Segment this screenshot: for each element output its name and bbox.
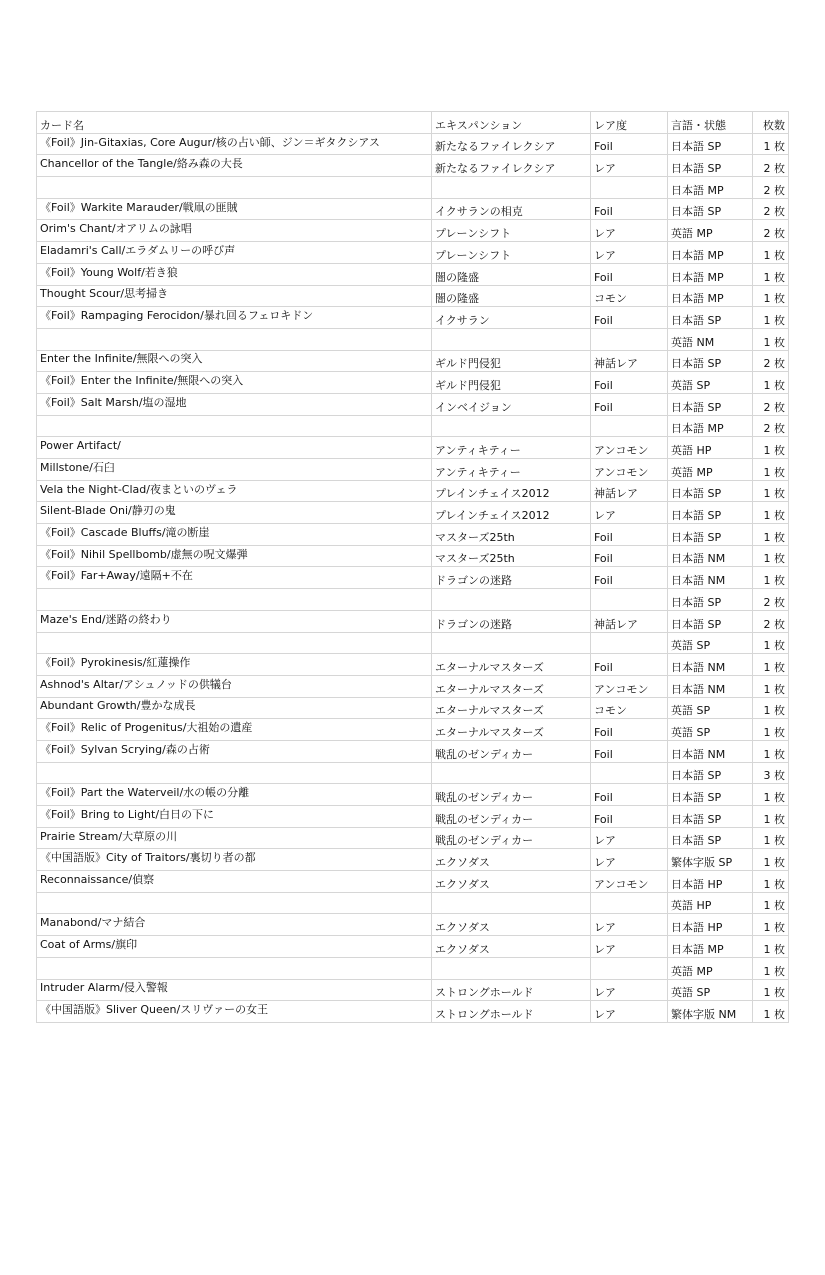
cell-rarity: レア [591, 849, 668, 871]
cell-card-name [37, 979, 432, 1001]
card-name-text: Chancellor of the Tangle/絡み森の大長 [40, 157, 243, 171]
card-name-text: 《Foil》Salt Marsh/塩の湿地 [40, 395, 187, 409]
table-row [37, 632, 789, 654]
card-name-text: 《Foil》Sylvan Scrying/森の占術 [40, 742, 210, 756]
table-row [37, 480, 789, 502]
cell-language-condition: 日本語 SP [668, 198, 753, 220]
card-name-text: Manabond/マナ結合 [40, 916, 146, 930]
cell-expansion: イクサランの相克 [432, 198, 591, 220]
table-row [37, 914, 789, 936]
cell-rarity: 神話レア [591, 610, 668, 632]
table-row [37, 719, 789, 741]
cell-rarity: レア [591, 1001, 668, 1023]
cell-language-condition: 日本語 HP [668, 871, 753, 893]
table-row [37, 220, 789, 242]
cell-expansion: インベイジョン [432, 393, 591, 415]
card-name-text: Power Artifact/ [40, 439, 121, 453]
table-row [37, 415, 789, 437]
cell-language-condition: 日本語 MP [668, 936, 753, 958]
cell-quantity: 1 枚 [753, 437, 789, 459]
card-name-text: 《Foil》Enter the Infinite/無限への突入 [40, 374, 244, 388]
cell-card-name [37, 242, 432, 264]
cell-card-name [37, 914, 432, 936]
cell-rarity: Foil [591, 545, 668, 567]
cell-expansion: 闇の隆盛 [432, 263, 591, 285]
table-row [37, 740, 789, 762]
cell-language-condition: 日本語 SP [668, 806, 753, 828]
card-name-text: 《Foil》Cascade Bluffs/滝の断崖 [40, 525, 210, 539]
table-row [37, 697, 789, 719]
table-row [37, 957, 789, 979]
cell-rarity [591, 328, 668, 350]
table-row [37, 871, 789, 893]
cell-language-condition: 日本語 SP [668, 827, 753, 849]
cell-quantity: 1 枚 [753, 697, 789, 719]
cell-card-name [37, 806, 432, 828]
cell-language-condition: 日本語 MP [668, 263, 753, 285]
cell-rarity: アンコモン [591, 871, 668, 893]
cell-card-name [37, 697, 432, 719]
cell-expansion: エクソダス [432, 849, 591, 871]
cell-rarity [591, 762, 668, 784]
card-name-text: 《Foil》Nihil Spellbomb/虚無の呪文爆弾 [40, 547, 248, 561]
card-name-text: Vela the Night-Clad/夜まといのヴェラ [40, 482, 238, 496]
cell-card-name [37, 437, 432, 459]
table-row [37, 285, 789, 307]
cell-expansion [432, 632, 591, 654]
cell-expansion [432, 762, 591, 784]
card-name-text: 《Foil》Pyrokinesis/紅蓮操作 [40, 656, 191, 670]
cell-quantity: 1 枚 [753, 914, 789, 936]
cell-rarity [591, 957, 668, 979]
cell-expansion: エクソダス [432, 871, 591, 893]
header-expansion: エキスパンション [432, 112, 591, 134]
cell-quantity: 1 枚 [753, 849, 789, 871]
cell-rarity [591, 177, 668, 199]
header-card-name: カード名 [37, 112, 432, 134]
card-name-text: Prairie Stream/大草原の川 [40, 829, 178, 843]
table-row [37, 393, 789, 415]
cell-expansion: プレインチェイス2012 [432, 480, 591, 502]
cell-expansion: ドラゴンの迷路 [432, 610, 591, 632]
header-quantity: 枚数 [753, 112, 789, 134]
cell-quantity: 1 枚 [753, 806, 789, 828]
cell-card-name [37, 610, 432, 632]
cell-card-name [37, 133, 432, 155]
cell-language-condition: 繁体字版 NM [668, 1001, 753, 1023]
cell-language-condition: 日本語 NM [668, 675, 753, 697]
cell-expansion: ドラゴンの迷路 [432, 567, 591, 589]
cell-expansion: 闇の隆盛 [432, 285, 591, 307]
cell-card-name [37, 328, 432, 350]
cell-language-condition: 日本語 SP [668, 393, 753, 415]
cell-card-name [37, 675, 432, 697]
cell-language-condition: 英語 HP [668, 437, 753, 459]
cell-language-condition: 日本語 MP [668, 177, 753, 199]
cell-language-condition: 英語 SP [668, 632, 753, 654]
cell-rarity: Foil [591, 198, 668, 220]
table-row [37, 762, 789, 784]
cell-card-name [37, 155, 432, 177]
cell-expansion: プレインチェイス2012 [432, 502, 591, 524]
cell-quantity: 1 枚 [753, 567, 789, 589]
table-row [37, 307, 789, 329]
cell-language-condition: 日本語 MP [668, 415, 753, 437]
cell-card-name [37, 784, 432, 806]
table-row [37, 459, 789, 481]
cell-language-condition: 英語 SP [668, 979, 753, 1001]
table-row [37, 567, 789, 589]
cell-card-name [37, 177, 432, 199]
cell-language-condition: 日本語 NM [668, 654, 753, 676]
header-rarity: レア度 [591, 112, 668, 134]
cell-card-name [37, 892, 432, 914]
cell-language-condition: 英語 MP [668, 957, 753, 979]
cell-expansion: プレーンシフト [432, 242, 591, 264]
cell-card-name [37, 263, 432, 285]
cell-card-name [37, 220, 432, 242]
cell-language-condition: 日本語 SP [668, 133, 753, 155]
table-row [37, 502, 789, 524]
cell-rarity: レア [591, 242, 668, 264]
table-row [37, 849, 789, 871]
cell-rarity: コモン [591, 285, 668, 307]
cell-language-condition: 英語 HP [668, 892, 753, 914]
card-name-text: Millstone/石臼 [40, 460, 115, 474]
cell-quantity: 2 枚 [753, 198, 789, 220]
table-row [37, 198, 789, 220]
table-row [37, 437, 789, 459]
cell-card-name [37, 372, 432, 394]
cell-rarity: Foil [591, 654, 668, 676]
cell-expansion [432, 177, 591, 199]
cell-expansion: 新たなるファイレクシア [432, 155, 591, 177]
cell-quantity: 2 枚 [753, 589, 789, 611]
cell-card-name [37, 1001, 432, 1023]
cell-quantity: 1 枚 [753, 524, 789, 546]
cell-card-name [37, 285, 432, 307]
cell-quantity: 2 枚 [753, 155, 789, 177]
table-row [37, 675, 789, 697]
cell-language-condition: 日本語 SP [668, 762, 753, 784]
cell-rarity: Foil [591, 719, 668, 741]
cell-expansion: 戦乱のゼンディカー [432, 827, 591, 849]
cell-language-condition: 日本語 SP [668, 589, 753, 611]
cell-card-name [37, 632, 432, 654]
cell-quantity: 1 枚 [753, 1001, 789, 1023]
table-body [37, 133, 789, 1022]
cell-quantity: 2 枚 [753, 415, 789, 437]
cell-expansion [432, 957, 591, 979]
cell-language-condition: 英語 MP [668, 459, 753, 481]
cell-expansion: アンティキティー [432, 437, 591, 459]
cell-quantity: 1 枚 [753, 827, 789, 849]
cell-rarity: Foil [591, 806, 668, 828]
card-name-text: Abundant Growth/豊かな成長 [40, 699, 196, 713]
cell-expansion [432, 415, 591, 437]
cell-quantity: 1 枚 [753, 979, 789, 1001]
cell-card-name [37, 307, 432, 329]
header-language-condition: 言語・状態 [668, 112, 753, 134]
cell-rarity: Foil [591, 393, 668, 415]
cell-rarity: Foil [591, 567, 668, 589]
cell-language-condition: 日本語 SP [668, 784, 753, 806]
cell-expansion: 戦乱のゼンディカー [432, 806, 591, 828]
cell-quantity: 1 枚 [753, 242, 789, 264]
cell-expansion: プレーンシフト [432, 220, 591, 242]
cell-quantity: 1 枚 [753, 480, 789, 502]
table-row [37, 155, 789, 177]
cell-card-name [37, 762, 432, 784]
cell-quantity: 1 枚 [753, 263, 789, 285]
cell-expansion: エターナルマスターズ [432, 697, 591, 719]
table-row [37, 545, 789, 567]
card-name-text: Coat of Arms/旗印 [40, 937, 138, 951]
card-inventory-sheet [36, 111, 788, 1023]
cell-language-condition: 日本語 MP [668, 285, 753, 307]
card-name-text: 《Foil》Jin-Gitaxias, Core Augur/核の占い師、ジン＝ギタクシアス [40, 135, 380, 149]
cell-language-condition: 日本語 HP [668, 914, 753, 936]
cell-rarity: コモン [591, 697, 668, 719]
cell-quantity: 1 枚 [753, 654, 789, 676]
card-name-text: 《中国語版》City of Traitors/裏切り者の都 [40, 851, 256, 865]
cell-language-condition: 日本語 SP [668, 307, 753, 329]
cell-quantity: 2 枚 [753, 350, 789, 372]
table-row [37, 524, 789, 546]
cell-rarity: Foil [591, 784, 668, 806]
cell-quantity: 2 枚 [753, 177, 789, 199]
cell-card-name [37, 871, 432, 893]
cell-language-condition: 日本語 SP [668, 524, 753, 546]
table-row [37, 784, 789, 806]
cell-card-name [37, 459, 432, 481]
cell-card-name [37, 654, 432, 676]
cell-language-condition: 英語 SP [668, 697, 753, 719]
cell-quantity: 1 枚 [753, 307, 789, 329]
cell-language-condition: 英語 MP [668, 220, 753, 242]
cell-rarity: アンコモン [591, 437, 668, 459]
cell-language-condition: 日本語 SP [668, 480, 753, 502]
table-row [37, 177, 789, 199]
card-name-text: Silent-Blade Oni/静刃の鬼 [40, 504, 176, 518]
cell-rarity: Foil [591, 263, 668, 285]
cell-card-name [37, 957, 432, 979]
cell-expansion: ギルド門侵犯 [432, 372, 591, 394]
cell-card-name [37, 567, 432, 589]
table-row [37, 806, 789, 828]
table-row [37, 892, 789, 914]
cell-language-condition: 日本語 SP [668, 610, 753, 632]
card-name-text: Ashnod's Altar/アシュノッドの供犠台 [40, 677, 232, 691]
cell-expansion [432, 328, 591, 350]
card-name-text: Intruder Alarm/侵入警報 [40, 981, 168, 995]
card-name-text: 《Foil》Part the Waterveil/水の帳の分離 [40, 786, 250, 800]
cell-rarity: Foil [591, 740, 668, 762]
cell-card-name [37, 849, 432, 871]
cell-language-condition: 英語 NM [668, 328, 753, 350]
cell-card-name [37, 827, 432, 849]
card-name-text: Maze's End/迷路の終わり [40, 612, 172, 626]
cell-language-condition: 日本語 NM [668, 545, 753, 567]
table-row [37, 372, 789, 394]
cell-card-name [37, 589, 432, 611]
table-row [37, 827, 789, 849]
cell-quantity: 1 枚 [753, 328, 789, 350]
cell-expansion: エターナルマスターズ [432, 675, 591, 697]
cell-rarity [591, 415, 668, 437]
table-row [37, 589, 789, 611]
cell-expansion: エターナルマスターズ [432, 654, 591, 676]
cell-expansion: エクソダス [432, 914, 591, 936]
cell-expansion: マスターズ25th [432, 524, 591, 546]
cell-expansion: 新たなるファイレクシア [432, 133, 591, 155]
card-name-text: Thought Scour/思考掃き [40, 287, 169, 301]
cell-expansion: 戦乱のゼンディカー [432, 784, 591, 806]
cell-quantity: 1 枚 [753, 957, 789, 979]
cell-rarity: 神話レア [591, 350, 668, 372]
cell-expansion [432, 589, 591, 611]
cell-quantity: 1 枚 [753, 740, 789, 762]
table-row [37, 350, 789, 372]
card-name-text: 《Foil》Relic of Progenitus/大祖始の遺産 [40, 721, 253, 735]
cell-expansion: ストロングホールド [432, 1001, 591, 1023]
cell-expansion: アンティキティー [432, 459, 591, 481]
cell-rarity [591, 632, 668, 654]
cell-quantity: 2 枚 [753, 220, 789, 242]
cell-language-condition: 日本語 MP [668, 242, 753, 264]
cell-card-name [37, 936, 432, 958]
cell-rarity: Foil [591, 524, 668, 546]
cell-quantity: 1 枚 [753, 459, 789, 481]
cell-expansion: 戦乱のゼンディカー [432, 740, 591, 762]
cell-rarity: 神話レア [591, 480, 668, 502]
cell-quantity: 3 枚 [753, 762, 789, 784]
cell-rarity: レア [591, 914, 668, 936]
cell-card-name [37, 350, 432, 372]
table-row [37, 263, 789, 285]
card-name-text: 《Foil》Far+Away/遠隔+不在 [40, 569, 193, 583]
cell-rarity: レア [591, 502, 668, 524]
cell-quantity: 2 枚 [753, 610, 789, 632]
card-name-text: Reconnaissance/偵察 [40, 872, 155, 886]
table-row [37, 328, 789, 350]
cell-rarity [591, 589, 668, 611]
cell-quantity: 1 枚 [753, 372, 789, 394]
table-row [37, 133, 789, 155]
cell-language-condition: 英語 SP [668, 719, 753, 741]
cell-rarity: レア [591, 936, 668, 958]
cell-card-name [37, 502, 432, 524]
cell-rarity: レア [591, 979, 668, 1001]
cell-rarity: レア [591, 220, 668, 242]
cell-card-name [37, 393, 432, 415]
cell-quantity: 1 枚 [753, 871, 789, 893]
header-row [37, 112, 789, 134]
cell-card-name [37, 524, 432, 546]
cell-rarity: アンコモン [591, 675, 668, 697]
cell-language-condition: 英語 SP [668, 372, 753, 394]
cell-expansion [432, 892, 591, 914]
cell-rarity: アンコモン [591, 459, 668, 481]
card-name-text: Eladamri's Call/エラダムリーの呼び声 [40, 243, 236, 257]
cell-rarity: Foil [591, 133, 668, 155]
cell-language-condition: 日本語 NM [668, 740, 753, 762]
card-name-text: Enter the Infinite/無限への突入 [40, 352, 203, 366]
table-row [37, 242, 789, 264]
cell-expansion: ギルド門侵犯 [432, 350, 591, 372]
cell-rarity: Foil [591, 307, 668, 329]
cell-quantity: 1 枚 [753, 784, 789, 806]
cell-quantity: 1 枚 [753, 632, 789, 654]
cell-card-name [37, 545, 432, 567]
table-row [37, 936, 789, 958]
cell-card-name [37, 740, 432, 762]
cell-quantity: 1 枚 [753, 892, 789, 914]
cell-card-name [37, 719, 432, 741]
card-name-text: 《Foil》Rampaging Ferocidon/暴れ回るフェロキドン [40, 309, 314, 323]
card-name-text: 《中国語版》Sliver Queen/スリヴァーの女王 [40, 1003, 269, 1017]
cell-rarity [591, 892, 668, 914]
cell-expansion: エターナルマスターズ [432, 719, 591, 741]
cell-rarity: Foil [591, 372, 668, 394]
cell-expansion: ストロングホールド [432, 979, 591, 1001]
card-name-text: 《Foil》Warkite Marauder/戦凧の匪賊 [40, 200, 238, 214]
card-name-text: 《Foil》Young Wolf/若き狼 [40, 265, 178, 279]
cell-card-name [37, 198, 432, 220]
card-inventory-table [36, 111, 789, 1023]
table-row [37, 654, 789, 676]
cell-language-condition: 繁体字版 SP [668, 849, 753, 871]
cell-card-name [37, 480, 432, 502]
table-row [37, 1001, 789, 1023]
cell-rarity: レア [591, 827, 668, 849]
table-row [37, 610, 789, 632]
cell-card-name [37, 415, 432, 437]
cell-expansion: エクソダス [432, 936, 591, 958]
cell-quantity: 1 枚 [753, 936, 789, 958]
cell-quantity: 1 枚 [753, 133, 789, 155]
cell-quantity: 1 枚 [753, 675, 789, 697]
cell-language-condition: 日本語 SP [668, 502, 753, 524]
cell-quantity: 1 枚 [753, 285, 789, 307]
cell-expansion: イクサラン [432, 307, 591, 329]
cell-expansion: マスターズ25th [432, 545, 591, 567]
table-row [37, 979, 789, 1001]
cell-language-condition: 日本語 SP [668, 155, 753, 177]
cell-quantity: 1 枚 [753, 502, 789, 524]
card-name-text: Orim's Chant/オアリムの詠唱 [40, 222, 192, 236]
cell-rarity: レア [591, 155, 668, 177]
cell-quantity: 2 枚 [753, 393, 789, 415]
card-name-text: 《Foil》Bring to Light/白日の下に [40, 807, 215, 821]
cell-quantity: 1 枚 [753, 719, 789, 741]
cell-quantity: 1 枚 [753, 545, 789, 567]
cell-language-condition: 日本語 NM [668, 567, 753, 589]
cell-language-condition: 日本語 SP [668, 350, 753, 372]
